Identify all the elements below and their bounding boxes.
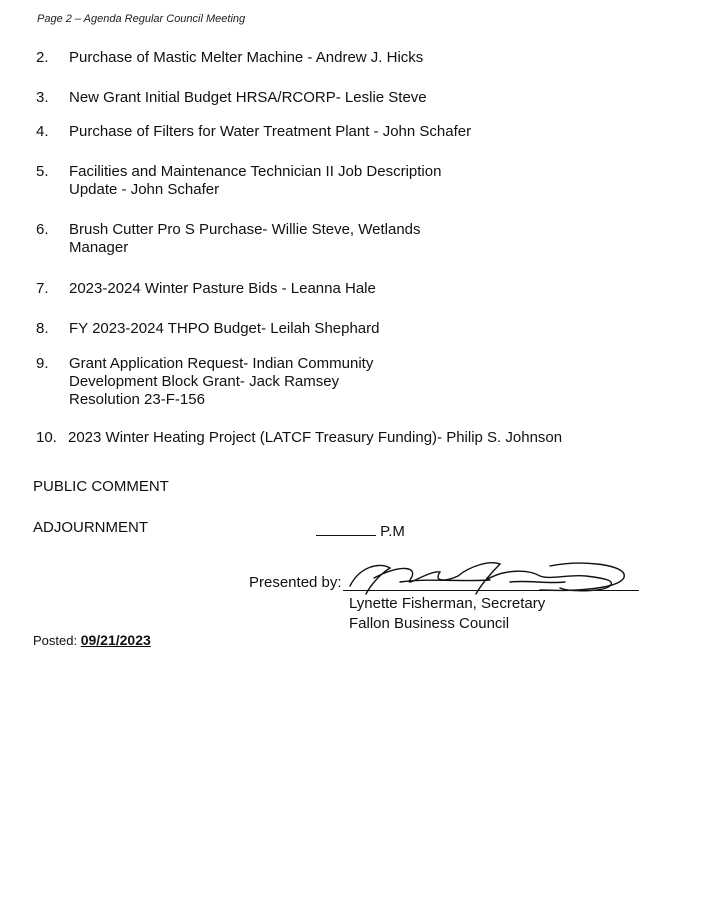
signer-block [349, 594, 545, 634]
agenda-item-line: 2023-2024 Winter Pasture Bids - Leanna Hale [69, 280, 376, 297]
signer-organization: Fallon Business Council [349, 615, 510, 632]
agenda-item-line: Manager [69, 239, 129, 256]
presented-by-label: Presented by: [249, 574, 342, 591]
agenda-item-number: 6. [36, 221, 49, 238]
agenda-item-text [68, 429, 668, 447]
adjournment-heading: ADJOURNMENT [33, 519, 148, 536]
agenda-item-text [69, 280, 669, 298]
signer-name-title: Lynette Fisherman, Secretary [349, 595, 546, 612]
agenda-item-number: 8. [36, 320, 49, 337]
agenda-item-text [69, 49, 669, 67]
agenda-item-line: New Grant Initial Budget HRSA/RCORP- Leslie Steve [69, 89, 427, 106]
agenda-item-text [69, 221, 669, 257]
agenda-item-line: Update - John Schafer [69, 181, 220, 198]
time-suffix: P.M [380, 523, 405, 540]
page-header: Page 2 – Agenda Regular Council Meeting [37, 13, 246, 25]
agenda-item-text [69, 89, 669, 107]
time-blank-line [316, 521, 376, 536]
agenda-item-line: FY 2023-2024 THPO Budget- Leilah Shephard [69, 320, 380, 337]
agenda-item-line: Purchase of Filters for Water Treatment Plant - John Schafer [69, 123, 472, 140]
posted-date: 09/21/2023 [80, 632, 151, 648]
agenda-item-line: Brush Cutter Pro S Purchase- Willie Steve, Wetlands [69, 221, 421, 238]
agenda-item-number: 10. [36, 429, 57, 446]
agenda-item-text [69, 123, 669, 141]
agenda-item-number: 5. [36, 163, 49, 180]
agenda-item-text [69, 320, 669, 338]
agenda-item-text [69, 355, 669, 409]
posted-line [33, 632, 151, 648]
agenda-item-line: Purchase of Mastic Melter Machine - Andrew J. Hicks [69, 49, 424, 66]
agenda-item-line: Resolution 23-F-156 [69, 391, 205, 408]
agenda-item-line: Development Block Grant- Jack Ramsey [69, 373, 340, 390]
agenda-item-line: Facilities and Maintenance Technician II Job Description [69, 163, 442, 180]
agenda-item-line: Grant Application Request- Indian Community [69, 355, 374, 372]
agenda-item-number: 2. [36, 49, 49, 66]
agenda-item-number: 7. [36, 280, 49, 297]
agenda-item-text [69, 163, 669, 199]
public-comment-heading: PUBLIC COMMENT [33, 478, 169, 495]
agenda-item-line: 2023 Winter Heating Project (LATCF Treasury Funding)- Philip S. Johnson [68, 429, 563, 446]
adjournment-time [316, 521, 405, 540]
agenda-item-number: 9. [36, 355, 49, 372]
agenda-item-number: 4. [36, 123, 49, 140]
agenda-item-number: 3. [36, 89, 49, 106]
signature-line [343, 590, 639, 591]
posted-label: Posted: [33, 633, 78, 648]
